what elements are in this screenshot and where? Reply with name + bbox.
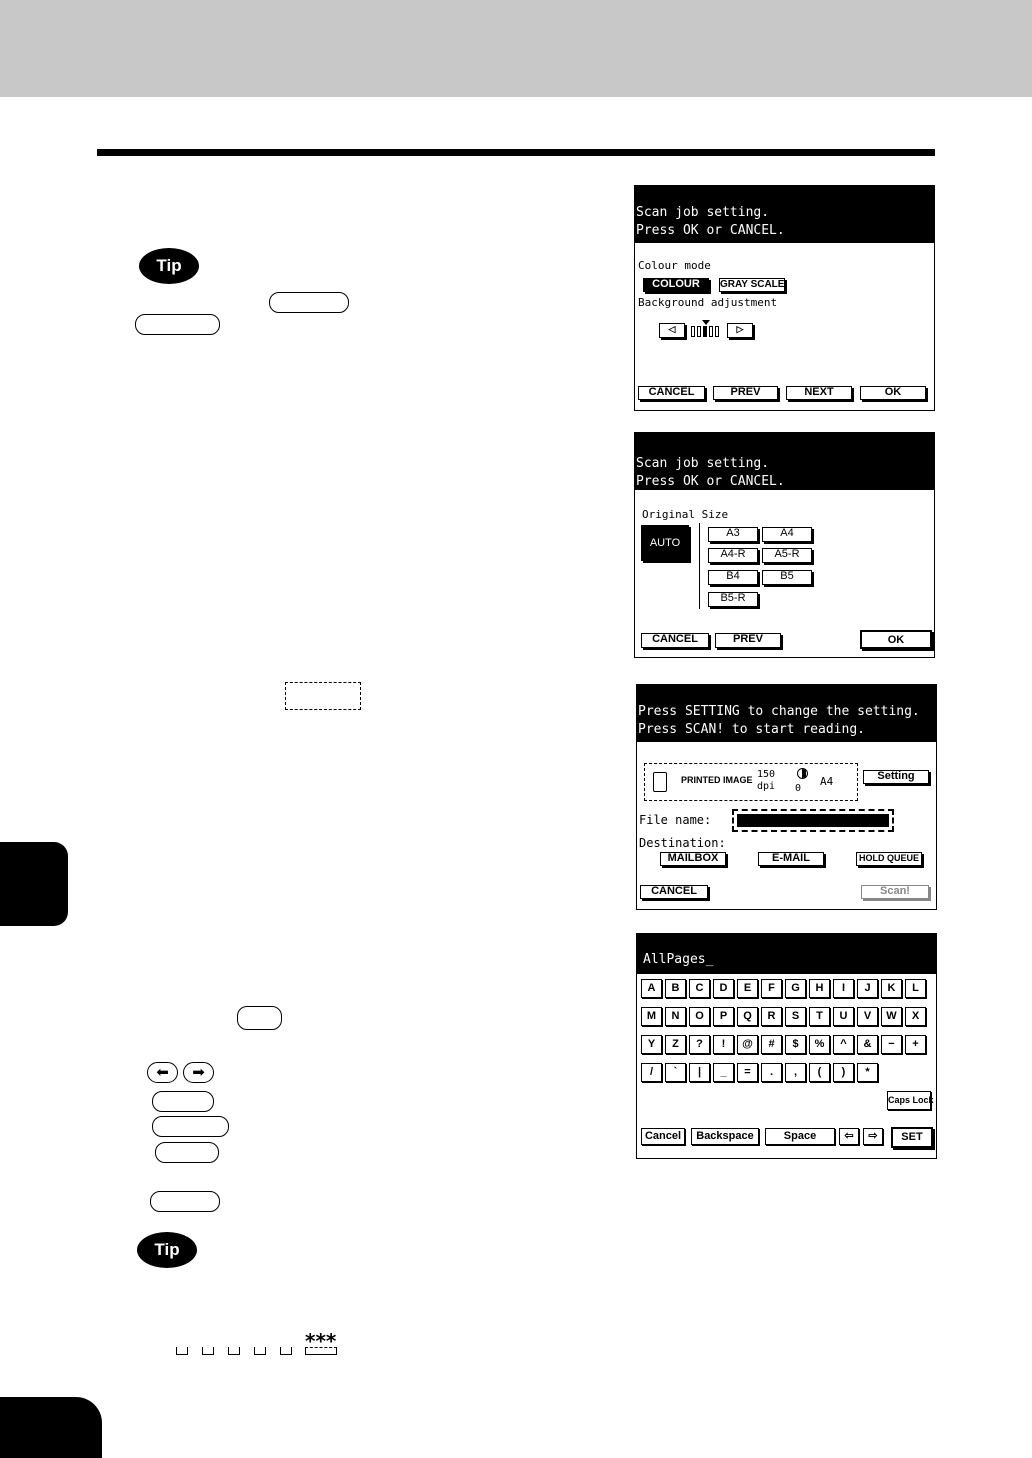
divider [699, 523, 700, 609]
char-placeholder [176, 1347, 188, 1355]
size-a5r-button[interactable]: A5-R [762, 548, 812, 563]
key-v[interactable]: V [857, 1007, 878, 1026]
screen-message [635, 433, 934, 490]
lcd-screen-scan-ready [636, 684, 937, 910]
char-placeholder [280, 1347, 292, 1355]
key-z[interactable]: Z [665, 1035, 686, 1054]
cancel-button[interactable]: CANCEL [641, 633, 709, 648]
scan-button[interactable]: Scan! [861, 885, 929, 899]
key-n[interactable]: N [665, 1007, 686, 1026]
key-a[interactable]: A [641, 979, 662, 998]
prev-button[interactable]: PREV [713, 386, 778, 400]
key-backtick[interactable]: ` [665, 1063, 686, 1082]
key-hash[interactable]: # [761, 1035, 782, 1054]
size-b4-button[interactable]: B4 [708, 570, 758, 585]
size-a4r-button[interactable]: A4-R [708, 548, 758, 563]
key-x[interactable]: X [905, 1007, 926, 1026]
message-line: Press SETTING to change the setting. [638, 704, 920, 719]
backspace-button[interactable]: Backspace [691, 1128, 759, 1145]
key-reference [269, 292, 349, 313]
key-j[interactable]: J [857, 979, 878, 998]
colour-mode-label: Colour mode [638, 259, 711, 272]
key-b[interactable]: B [665, 979, 686, 998]
key-o[interactable]: O [689, 1007, 710, 1026]
right-arrow-icon: ➡ [183, 1062, 214, 1083]
key-ampersand[interactable]: & [857, 1035, 878, 1054]
next-button[interactable]: NEXT [786, 386, 852, 400]
size-b5-button[interactable]: B5 [762, 570, 812, 585]
file-name-label: File name: [639, 813, 712, 827]
file-name-field-reference [285, 682, 361, 710]
size-b5r-button[interactable]: B5-R [708, 592, 758, 607]
cursor-right-button[interactable]: ⇨ [863, 1128, 883, 1145]
cancel-button[interactable]: Cancel [641, 1128, 685, 1145]
image-mode: PRINTED IMAGE [681, 775, 753, 785]
lcd-screen-colour-mode [634, 185, 935, 411]
cancel-button[interactable]: CANCEL [638, 386, 705, 400]
pointer-icon [702, 320, 710, 325]
key-comma[interactable]: , [785, 1063, 806, 1082]
message-line: Scan job setting. [636, 456, 770, 471]
key-r[interactable]: R [761, 1007, 782, 1026]
gray-scale-button[interactable]: GRAY SCALE [720, 279, 785, 290]
key-asterisk[interactable]: * [857, 1063, 878, 1082]
message-line: Press SCAN! to start reading. [638, 722, 865, 737]
char-placeholder [254, 1347, 266, 1355]
lighter-button[interactable] [659, 323, 685, 338]
paper-size: A4 [820, 775, 834, 788]
key-dollar[interactable]: $ [785, 1035, 806, 1054]
chapter-side-tab [0, 842, 68, 926]
left-arrow-icon: ⬅ [147, 1062, 178, 1083]
key-reference [135, 314, 220, 335]
mailbox-button[interactable]: MAILBOX [660, 852, 726, 866]
key-period[interactable]: . [761, 1063, 782, 1082]
text-entry-display: AllPages_ [637, 934, 936, 974]
key-p[interactable]: P [713, 1007, 734, 1026]
key-at[interactable]: @ [737, 1035, 758, 1054]
char-placeholder [305, 1347, 337, 1355]
colour-button[interactable]: COLOUR [643, 278, 709, 292]
prev-button[interactable]: PREV [715, 633, 781, 648]
key-q[interactable]: Q [737, 1007, 758, 1026]
caps-lock-button[interactable]: Caps Lock [887, 1091, 931, 1110]
cursor-left-button[interactable]: ⇦ [839, 1128, 859, 1145]
char-placeholder [228, 1347, 240, 1355]
file-name-input[interactable] [732, 809, 894, 832]
size-a3-button[interactable]: A3 [708, 527, 758, 542]
auto-size-button[interactable]: AUTO [641, 525, 689, 561]
key-equals[interactable]: = [737, 1063, 758, 1082]
email-button[interactable]: E-MAIL [758, 852, 824, 866]
lcd-screen-original-size [634, 432, 935, 658]
cancel-button[interactable]: CANCEL [640, 885, 708, 899]
tip-badge: Tip [139, 248, 199, 284]
key-k[interactable]: K [881, 979, 902, 998]
key-h[interactable]: H [809, 979, 830, 998]
key-w[interactable]: W [881, 1007, 902, 1026]
original-size-label: Original Size [642, 508, 729, 521]
darker-button[interactable] [727, 323, 753, 338]
density-icon [797, 768, 808, 779]
char-placeholder [202, 1347, 214, 1355]
key-reference [152, 1091, 214, 1112]
key-i[interactable]: I [833, 979, 854, 998]
message-line: Press OK or CANCEL. [636, 223, 785, 238]
key-close-paren[interactable]: ) [833, 1063, 854, 1082]
message-line: Press OK or CANCEL. [636, 474, 785, 489]
key-plus[interactable]: + [905, 1035, 926, 1054]
key-underscore[interactable]: _ [713, 1063, 734, 1082]
screen-message [637, 685, 936, 742]
background-adjustment-label: Background adjustment [638, 296, 778, 309]
lcd-screen-keyboard [636, 933, 937, 1159]
key-exclamation[interactable]: ! [713, 1035, 734, 1054]
asterisks-mark: *** [305, 1329, 337, 1353]
page-number-tab [0, 1397, 102, 1458]
key-t[interactable]: T [809, 1007, 830, 1026]
title-rule [97, 149, 935, 156]
hold-queue-button[interactable]: HOLD QUEUE [856, 852, 922, 866]
set-button[interactable]: SET [891, 1127, 933, 1148]
key-slash[interactable]: / [641, 1063, 662, 1082]
key-y[interactable]: Y [641, 1035, 662, 1054]
key-reference [152, 1116, 229, 1137]
key-m[interactable]: M [641, 1007, 662, 1026]
key-open-paren[interactable]: ( [809, 1063, 830, 1082]
key-caret[interactable]: ^ [833, 1035, 854, 1054]
scan-settings-summary [644, 763, 858, 801]
key-e[interactable]: E [737, 979, 758, 998]
key-reference [155, 1142, 219, 1163]
ok-button[interactable]: OK [860, 386, 926, 400]
key-f[interactable]: F [761, 979, 782, 998]
setting-button[interactable]: Setting [863, 770, 929, 784]
key-u[interactable]: U [833, 1007, 854, 1026]
density-scale [691, 326, 719, 338]
key-g[interactable]: G [785, 979, 806, 998]
screen-message [635, 186, 934, 243]
key-question[interactable]: ? [689, 1035, 710, 1054]
key-reference [237, 1006, 282, 1030]
key-d[interactable]: D [713, 979, 734, 998]
ok-button[interactable]: OK [860, 630, 932, 649]
tip-badge: Tip [137, 1232, 197, 1268]
key-s[interactable]: S [785, 1007, 806, 1026]
key-pipe[interactable]: | [689, 1063, 710, 1082]
density-value: 0 [795, 783, 802, 794]
header-band [0, 0, 1032, 97]
size-a4-button[interactable]: A4 [762, 527, 812, 542]
left-arrow-icon: ◁ [668, 324, 676, 334]
right-arrow-icon: ▷ [736, 324, 744, 334]
resolution-unit: dpi [757, 781, 776, 792]
message-line: Scan job setting. [636, 205, 770, 220]
key-c[interactable]: C [689, 979, 710, 998]
key-l[interactable]: L [905, 979, 926, 998]
resolution-value: 150 [757, 769, 776, 780]
destination-label: Destination: [639, 836, 726, 850]
document-icon [653, 772, 667, 792]
key-percent[interactable]: % [809, 1035, 830, 1054]
key-reference [150, 1191, 220, 1212]
space-button[interactable]: Space [765, 1128, 835, 1145]
key-minus[interactable]: − [881, 1035, 902, 1054]
